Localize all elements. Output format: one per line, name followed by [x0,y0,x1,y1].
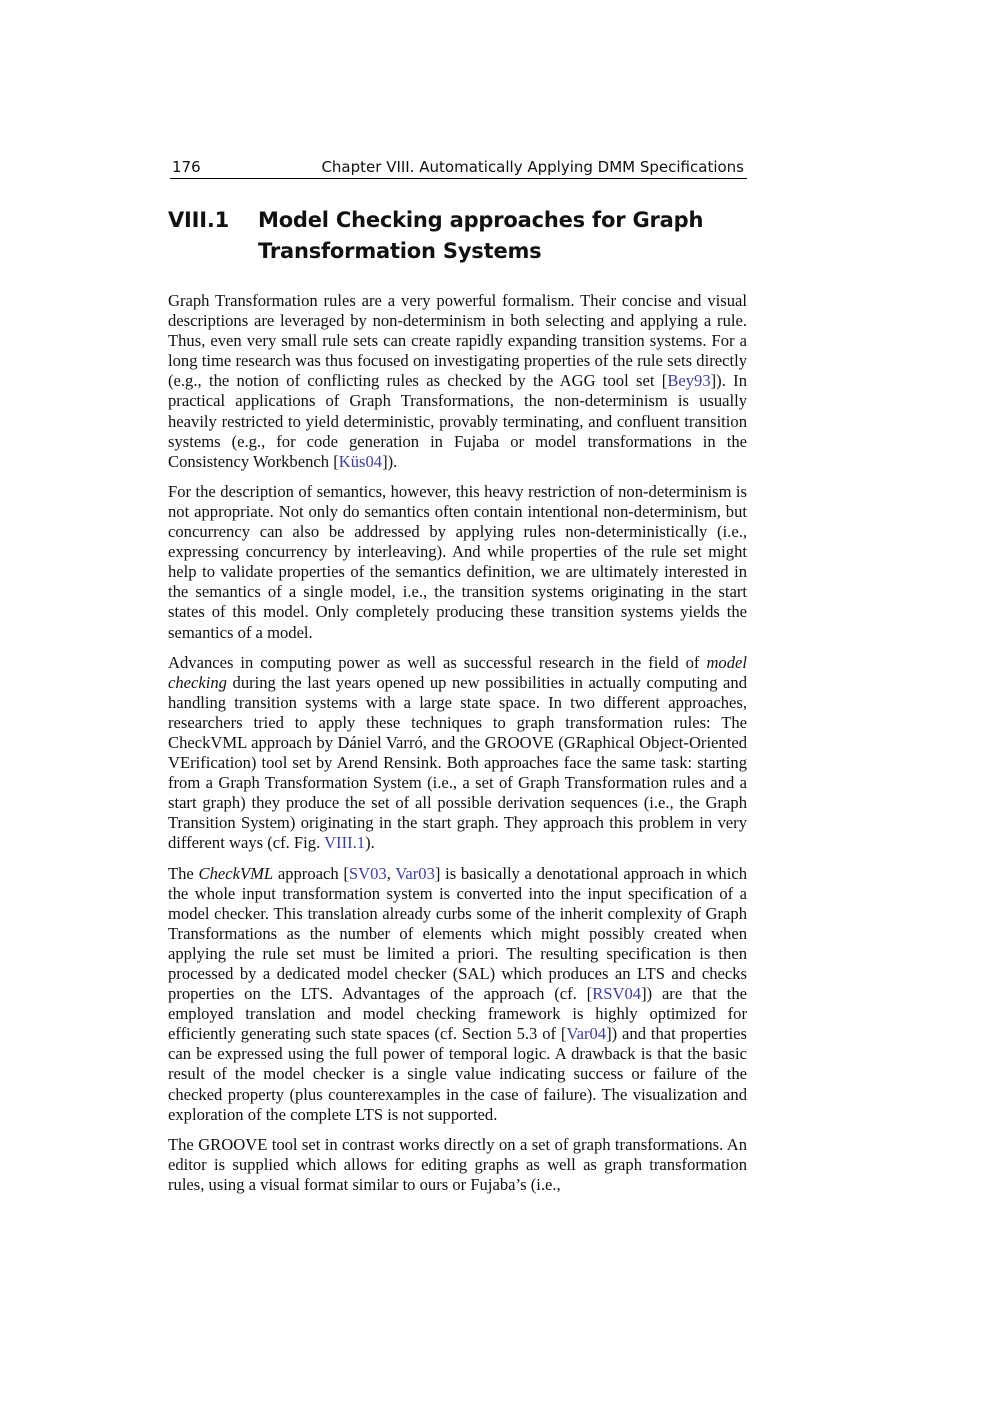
text-run: during the last years opened up new possibilities in actually computing and handling transition systems with a large state space. In two different approaches, researchers tried to apply these techniques to graph transformation rules: The CheckVML approach by Dániel Varró, and the GROOVE (GRaphical Object-Oriented VErification) tool set by Arend Rensink. Both approaches face the same task: starting from a Graph Transformation System (i.e., a set of Graph Transformation rules and a start graph) they produce the set of all possible derivation sequences (i.e., the Graph Transition System) originating in the start graph. They approach this problem in very different ways (cf. Fig. [168,672,747,853]
citation-link[interactable]: Var03 [395,863,435,883]
text-run: Graph Transformation rules are a very powerful formalism. Their concise and visual descriptions are leveraged by non-determinism in both selecting and applying a rule. Thus, even very small rule sets can create rapidly expanding transition systems. For a long time research was thus focused on investigating properties of the rule sets directly (e.g., the notion of conflicting rules as checked by the AGG tool set [ [168,291,747,391]
citation-link[interactable]: Var04 [566,1024,607,1044]
text-run: ). [365,833,375,853]
section-number: VIII.1 [168,208,230,232]
body-text [168,291,747,1205]
citation-link[interactable]: SV03 [348,863,387,883]
page-number: 176 [172,158,201,176]
emphasis: CheckVML [198,863,274,883]
running-header [170,158,747,179]
paragraph-5: The GROOVE tool set in contrast works directly on a set of graph transformations. An editor is supplied which allows for editing graphs as well as graph transformation rules, using a visual format similar to ours or Fujaba’s (i.e., [168,1134,747,1194]
text-run: The [168,863,199,883]
running-title: Chapter VIII. Automatically Applying DMM Specifications [321,158,744,176]
text-run: approach [ [273,863,349,883]
text-run: ] is basically a denotational approach in which the whole input transformation system is converted into the input specification of a model checker. This translation already curbs some of the inherit complexity of Graph Transformations as the number of elements which might possibly created when applying the rule set must be limited a priori. The resulting specification is then processed by a dedicated model checker (SAL) which produces an LTS and checks properties on the LTS. Advantages of the approach (cf. [ [168,863,747,1004]
citation-link[interactable]: Bey93 [667,371,711,391]
citation-link[interactable]: Küs04 [338,451,383,471]
paragraph-3 [168,653,747,854]
text-run: ]). In practical applications of Graph Transformations, the non-determinism is usually heavily restricted to yield deterministic, provably terminating, and confluent transition systems (e.g., for code generation in Fujaba or model transformations in the Consistency Workbench [ [168,371,748,471]
citation-link[interactable]: RSV04 [592,984,642,1004]
emphasis: model checking [168,652,747,692]
text-run: ]). [382,451,398,471]
section-title: Model Checking approaches for Graph Transformation Systems [258,208,704,263]
paragraph-1 [168,291,747,472]
text-run: ]) and that properties can be expressed using the full power of temporal logic. A drawback is that the basic result of the model checker is a single value indicating success or failure of the checked property (plus counterexamples in the case of failure). The visualization and exploration of the complete LTS is not supported. [168,1024,747,1124]
text-run: Advances in computing power as well as successful research in the field of [168,652,707,672]
paragraph-4 [168,864,747,1125]
text-run: ]) are that the employed translation and model checking framework is highly optimized for efficiently generating such state spaces (cf. Section 5.3 of [ [168,984,747,1044]
figure-reference-link[interactable]: VIII.1 [324,833,366,853]
paragraph-2: For the description of semantics, however, this heavy restriction of non-determinism is not appropriate. Not only do semantics often contain intentional non-determinism, but concurrency can also be addressed by applying rules non-deterministically (i.e., expressing concurrency by interleaving). And while properties of the rule set might help to validate properties of the semantics definition, we are ultimately interested in the semantics of a single model, i.e., the transition systems originating in the start states of this model. Only completely producing these transition systems yields the semantics of a model. [168,481,747,642]
text-run: , [386,863,396,883]
